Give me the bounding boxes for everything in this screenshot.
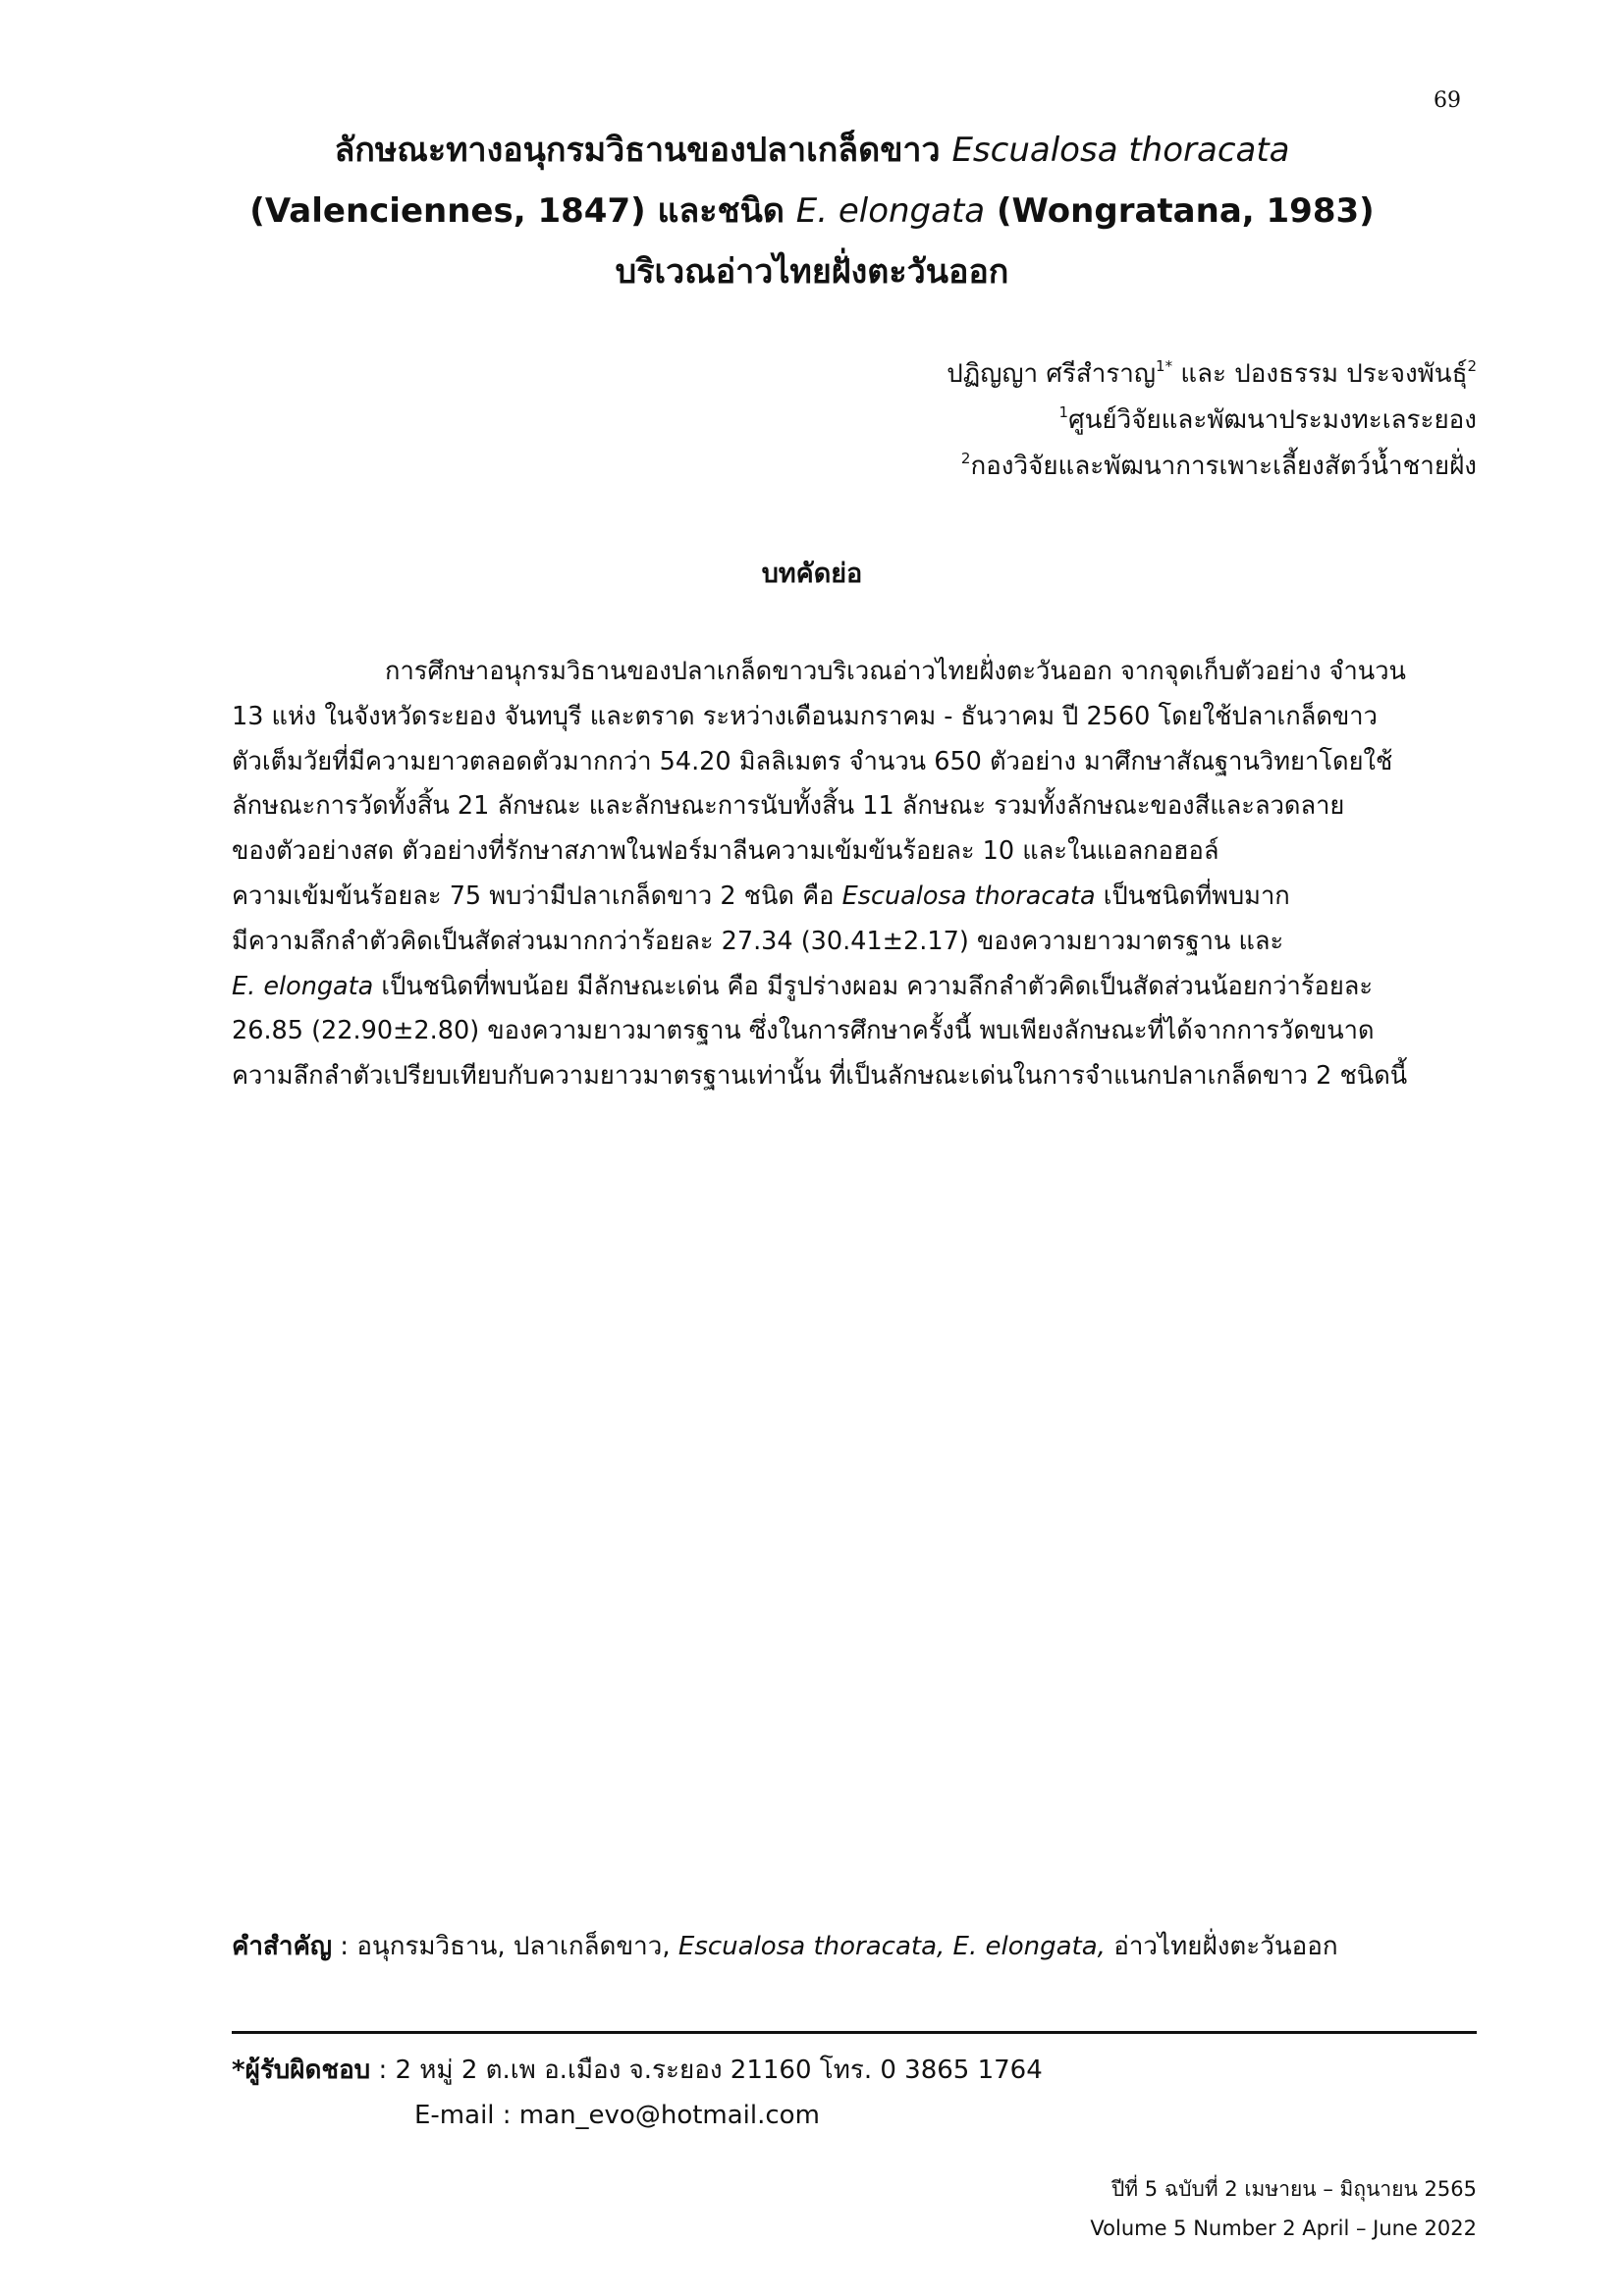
- keywords-label: คำสำคัญ: [232, 1932, 333, 1961]
- affiliation-2: [947, 444, 1477, 490]
- species-name: Escualosa thoracata: [841, 881, 1096, 911]
- abstract-line: ความลึกลำตัวเปรียบเทียบกับความยาวมาตรฐานเท่านั้น ที่เป็นลักษณะเด่นในการจำแนกปลาเกล็ดขาว 2 ชนิดนี้: [232, 1061, 1408, 1092]
- author-2-sup: 2: [1467, 357, 1477, 375]
- author-names: [947, 351, 1477, 398]
- keywords: [232, 1926, 1338, 1966]
- title-line-2a: (Valenciennes, 1847) และชนิด: [249, 191, 796, 231]
- footnote-divider: [232, 2031, 1477, 2034]
- paper-title: [196, 120, 1428, 302]
- title-species-2: E. elongata: [795, 191, 986, 231]
- title-species-1: Escualosa thoracata: [951, 131, 1290, 170]
- author-1: ปฏิญญา ศรีสำราญ: [947, 359, 1157, 389]
- abstract-line: ลักษณะการวัดทั้งสิ้น 21 ลักษณะ และลักษณะการนับทั้งสิ้น 11 ลักษณะ รวมทั้งลักษณะของสีและลวดลาย: [232, 791, 1345, 822]
- author-2: ปองธรรม ประจงพันธุ์: [1234, 359, 1468, 389]
- abstract-line: มีความลึกลำตัวคิดเป็นสัดส่วนมากกว่าร้อยละ 27.34 (30.41±2.17) ของความยาวมาตรฐาน และ: [232, 926, 1284, 956]
- title-line-3: บริเวณอ่าวไทยฝั่งตะวันออก: [615, 252, 1009, 292]
- abstract-line: การศึกษาอนุกรมวิธานของปลาเกล็ดขาวบริเวณอ่าวไทยฝั่งตะวันออก จากจุดเก็บตัวอย่าง จำนวน: [385, 657, 1406, 686]
- abstract-text: เป็นชนิดที่พบมาก: [1095, 881, 1290, 911]
- abstract-text: ความเข้มข้นร้อยละ 75 พบว่ามีปลาเกล็ดขาว 2 ชนิด คือ: [232, 881, 842, 911]
- abstract-line: ตัวเต็มวัยที่มีความยาวตลอดตัวมากกว่า 54.20 มิลลิเมตร จำนวน 650 ตัวอย่าง มาศึกษาสัณฐานวิทยาโดยใช้: [232, 746, 1393, 776]
- affiliation-2-sup: 2: [960, 450, 971, 467]
- author-and: และ: [1172, 359, 1235, 389]
- page-number: 69: [1434, 88, 1461, 113]
- affiliation-2-text: กองวิจัยและพัฒนาการเพาะเลี้ยงสัตว์น้ำชายฝั่ง: [970, 452, 1477, 481]
- abstract-body: [232, 650, 1476, 1099]
- footer-english: Volume 5 Number 2 April – June 2022: [1090, 2216, 1477, 2240]
- title-line-2b: (Wongratana, 1983): [985, 191, 1375, 231]
- author-block: [947, 351, 1477, 490]
- corresponding-author: [232, 2048, 1043, 2138]
- abstract-line: [232, 875, 1476, 920]
- keywords-separator: :: [332, 1932, 357, 1961]
- footer-thai: ปีที่ 5 ฉบับที่ 2 เมษายน – มิถุนายน 2565: [1110, 2177, 1477, 2201]
- contact-address-line: [232, 2048, 1043, 2093]
- contact-email: E-mail : man_evo@hotmail.com: [414, 2101, 820, 2130]
- title-thai: ลักษณะทางอนุกรมวิธานของปลาเกล็ดขาว: [334, 131, 952, 170]
- contact-label: *ผู้รับผิดชอบ: [232, 2056, 371, 2085]
- contact-address: : 2 หมู่ 2 ต.เพ อ.เมือง จ.ระยอง 21160 โทร. 0 3865 1764: [370, 2056, 1043, 2085]
- abstract-line: 26.85 (22.90±2.80) ของความยาวมาตรฐาน ซึ่งในการศึกษาครั้งนี้ พบเพียงลักษณะที่ได้จากการวัดขนาด: [232, 1016, 1375, 1046]
- keywords-location: อ่าวไทยฝั่งตะวันออก: [1105, 1932, 1338, 1961]
- abstract-line: [232, 965, 1476, 1010]
- keywords-species: Escualosa thoracata, E. elongata,: [677, 1932, 1106, 1961]
- abstract-heading: บทคัดย่อ: [761, 559, 863, 589]
- keywords-thai: อนุกรมวิธาน, ปลาเกล็ดขาว,: [356, 1932, 678, 1961]
- title-line-1: [196, 120, 1428, 181]
- affiliation-1: [947, 398, 1477, 444]
- abstract-line: 13 แห่ง ในจังหวัดระยอง จันทบุรี และตราด ระหว่างเดือนมกราคม - ธันวาคม ปี 2560 โดยใช้ปลาเกล็ดขาว: [232, 701, 1378, 731]
- journal-footer: [1090, 2169, 1477, 2248]
- abstract-line: ของตัวอย่างสด ตัวอย่างที่รักษาสภาพในฟอร์มาลีนความเข้มข้นร้อยละ 10 และในแอลกอฮอล์: [232, 836, 1219, 867]
- author-1-sup: 1*: [1156, 357, 1173, 375]
- title-line-2: [196, 181, 1428, 241]
- affiliation-1-text: ศูนย์วิจัยและพัฒนาประมงทะเลระยอง: [1068, 405, 1477, 435]
- abstract-text: เป็นชนิดที่พบน้อย มีลักษณะเด่น คือ มีรูปร่างผอม ความลึกลำตัวคิดเป็นสัดส่วนน้อยกว่าร้อยละ: [373, 971, 1374, 1001]
- species-name: E. elongata: [232, 971, 374, 1001]
- affiliation-1-sup: 1: [1058, 403, 1069, 421]
